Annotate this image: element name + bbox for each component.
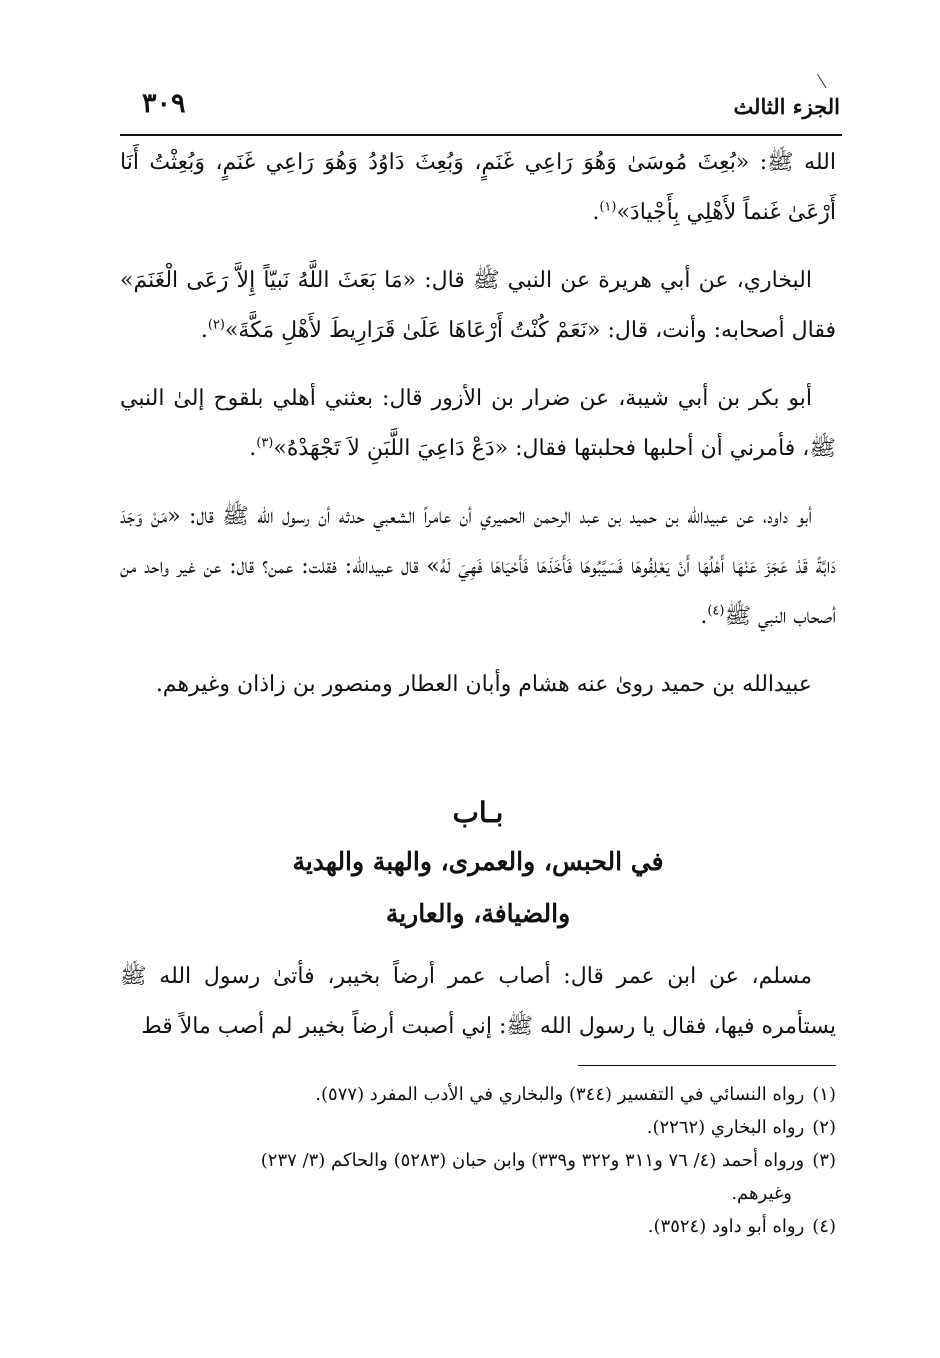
paragraph-text: عبيدالله بن حميد روىٰ عنه هشام وأبان العطار ومنصور بن زاذان وغيرهم. — [155, 672, 812, 697]
section-bab: بـاب — [452, 796, 504, 829]
header-rule — [120, 134, 842, 136]
paragraph-muslim: مسلم، عن ابن عمر قال: أصاب عمر أرضاً بخيبر، فأتىٰ رسول الله ﷺ يستأمره فيها، فقال يا رسول الله ﷺ: إني أصبت أرضاً بخيبر لم أصب مالاً قط — [120, 964, 836, 1039]
section-title-line-1: في الحبس، والعمرى، والهبة والهدية — [292, 847, 664, 876]
footnote-3-continuation: وغيرهم. — [731, 1183, 792, 1204]
body-text — [120, 138, 836, 728]
corner-scan-mark — [817, 74, 826, 88]
running-title: الجزء الثالث — [733, 94, 840, 119]
section-body-text — [120, 952, 836, 1070]
paragraph-text: الله ﷺ: «بُعِثَ مُوسَىٰ وَهُوَ رَاعِي غَنَمٍ، وَبُعِثَ دَاوُدُ وَهُوَ رَاعِي غَنَمٍ، وَبُعِثْتُ أَنَا أَرْعَىٰ غَنماً لأَهْلِي بِأَجْيادَ» — [120, 150, 836, 225]
footnote-number: (٢) — [812, 1117, 836, 1138]
footnote-4 — [120, 1210, 836, 1243]
page-number: ٣٠٩ — [142, 88, 186, 119]
footnote-text: رواه البخاري (٢٢٦٢). — [646, 1117, 805, 1138]
footnotes — [120, 1078, 836, 1243]
footnote-text: رواه النسائي في التفسير (٣٤٤) والبخاري في الأدب المفرد (٥٧٧). — [315, 1084, 805, 1105]
paragraph-end: . — [700, 604, 708, 629]
section-heading — [120, 790, 836, 940]
footnote-1 — [120, 1078, 836, 1111]
section-title-line-2: والضيافة، والعارية — [385, 899, 571, 928]
paragraph-ibn-abi-shayba — [120, 374, 836, 474]
footnote-rule — [578, 1065, 836, 1066]
footnote-2 — [120, 1111, 836, 1144]
footnote-number: (٣) — [812, 1150, 836, 1171]
paragraph-text: أبو بكر بن أبي شيبة، عن ضرار بن الأزور قال: بعثني أهلي بلقوح إلىٰ النبي ﷺ، فأمرني أن أحلبها فحلبتها فقال: «دَعْ دَاعِيَ اللَّبَنِ لاَ تَجْهَدْهُ» — [120, 386, 836, 461]
footnote-ref-3: (٣) — [256, 435, 274, 451]
footnote-number: (١) — [812, 1084, 836, 1105]
footnote-ref-1: (١) — [599, 199, 617, 215]
paragraph-hadith-shepherd — [120, 138, 836, 238]
footnote-3 — [120, 1144, 836, 1177]
footnote-ref-2: (٢) — [207, 317, 225, 333]
paragraph-end: . — [249, 436, 257, 461]
paragraph-text: البخاري، عن أبي هريرة عن النبي ﷺ قال: «مَا بَعَثَ اللَّهُ نَبيّاً إِلاَّ رَعَى الْغَنَمَ» فقال أصحابه: وأنت، قال: «نَعَمْ كُنْتُ أَرْعَاهَا عَلَىٰ قَرَارِيطَ لأَهْلِ مَكَّةَ» — [120, 268, 836, 343]
footnote-text: رواه أبو داود (٣٥٢٤). — [647, 1216, 805, 1237]
paragraph-text: أبو داود، عن عبيدالله بن حميد بن عبد الرحمن الحميري أن عامراً الشعبي حدثه أن رسول الله ﷺ قال: «مَنْ وَجَدَ دَابَّةً قَدْ عَجَزَ عَنْهَا أَهْلُهَا أَنْ يَعْلِفُوهَا فَسَيَّبُوهَا فَأَخَذَهَا فَأَحْيَاهَا فَهِيَ لَهُ» قال عبيدالله: فقلت: عمن؟ قال: عن غير واحد من أصحاب النبي ﷺ — [120, 504, 836, 629]
page-header — [120, 88, 840, 128]
paragraph-ubaydullah — [120, 660, 836, 710]
paragraph-bukhari — [120, 256, 836, 356]
footnote-text: ورواه أحمد (٤/ ٧٦ و٣١١ و٣٢٢ و٣٣٩) وابن حبان (٥٢٨٣) والحاكم (٣/ ٢٣٧) — [260, 1150, 805, 1171]
paragraph-end: . — [592, 200, 600, 225]
footnote-ref-4: (٤) — [707, 603, 725, 619]
paragraph-abu-dawud — [120, 492, 836, 642]
footnote-number: (٤) — [812, 1216, 836, 1237]
paragraph-end: . — [200, 318, 208, 343]
